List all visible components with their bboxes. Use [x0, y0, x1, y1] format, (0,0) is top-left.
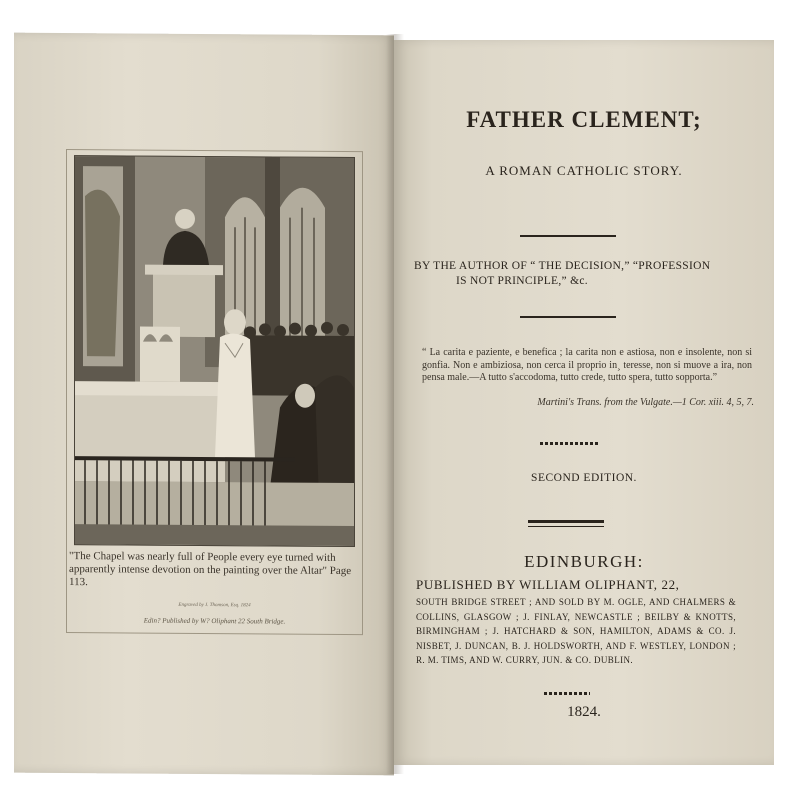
epigraph-citation: Martini's Trans. from the Vulgate.—1 Cor. xiii. 4, 5, 7. [537, 397, 754, 408]
plate-caption: "The Chapel was nearly full of People every eye turned with apparently intense devotion on the painting over the Altar" Page 113. [69, 550, 352, 589]
publication-year: 1824. [567, 704, 601, 720]
author-attribution [414, 259, 734, 289]
divider-rule [520, 235, 616, 237]
booksellers-list: SOUTH BRIDGE STREET ; AND SOLD BY M. OGLE, AND CHALMERS & COLLINS, GLASGOW ; J. FINLAY, NEWCASTLE ; BEILBY & KNOTTS, BIRMINGHAM ; J. HATCHARD & SON, HAMILTON, ADAMS & CO. J. NISBET, J. DUNCAN, B. J. HOLDSWORTH, AND F. WESTLEY, LONDON ; R. M. TIMS, AND W. CURRY, JUN. & CO. DUBLIN. [416, 597, 736, 665]
frontispiece-page [14, 33, 394, 776]
book-subtitle: A ROMAN CATHOLIC STORY. [485, 163, 683, 178]
chapel-engraving [74, 155, 355, 547]
double-rule [528, 526, 604, 527]
edition-label: SECOND EDITION. [531, 472, 637, 484]
ornamental-rule [540, 442, 600, 445]
chapel-scene-illustration [75, 156, 354, 546]
open-book [14, 34, 774, 774]
publisher-line: PUBLISHED BY WILLIAM OLIPHANT, 22, [416, 577, 680, 592]
plate-publisher-line: Edin? Published by W? Oliphant 22 South Bridge. [143, 616, 286, 626]
author-line-1: BY THE AUTHOR OF “ THE DECISION,” “PROFESSION [414, 260, 711, 272]
imprint-city: EDINBURGH: [524, 552, 644, 571]
ornamental-rule [544, 692, 590, 695]
divider-rule [520, 316, 616, 318]
double-rule [528, 520, 604, 523]
author-line-2: IS NOT PRINCIPLE,” &c. [456, 275, 588, 287]
epigraph-quote: “ La carita e paziente, e benefica ; la carita non e astiosa, non e insolente, non si gonfia. Non e ambiziosa, non cerca il proprio in¸ teresse, non si muove a ira, non pensa male.—A tutto s'accodoma, tutto crede, tutto spera, tutto sopporta.” [422, 347, 752, 383]
engraver-credit: Engraved by J. Thomson, Esq. 1824 [178, 602, 251, 609]
title-page [394, 40, 774, 765]
book-title: FATHER CLEMENT; [466, 107, 702, 132]
frontispiece-plate [66, 149, 363, 635]
